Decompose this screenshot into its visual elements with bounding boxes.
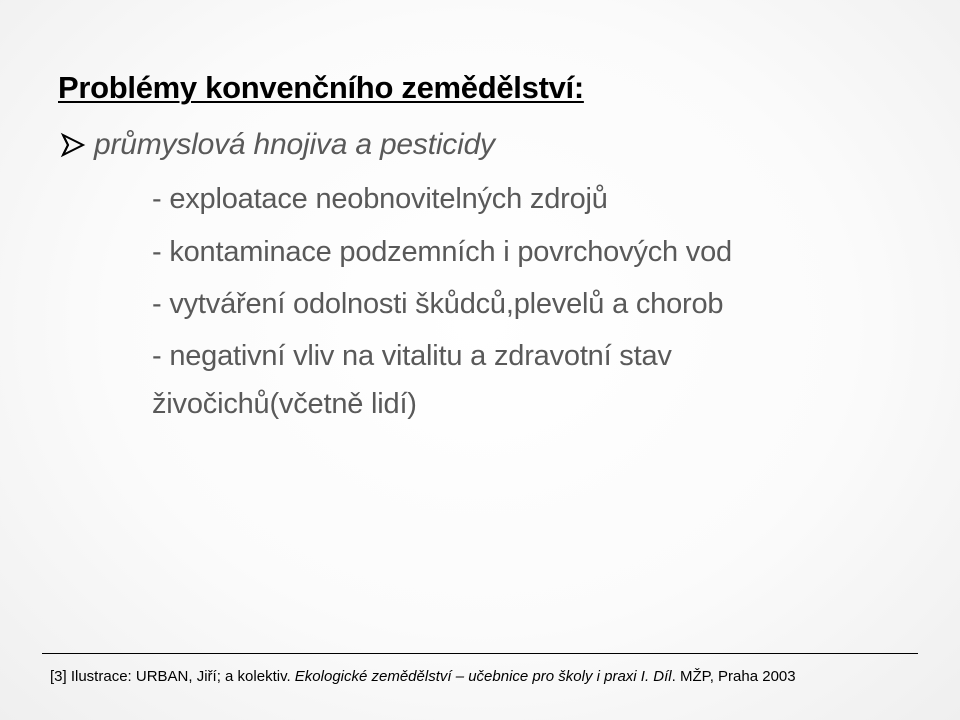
footer-divider — [42, 653, 918, 654]
subitem-vliv-continuation: živočichů(včetně lidí) — [152, 388, 417, 420]
subitem-vliv: - negativní vliv na vitalitu a zdravotní stav — [152, 340, 672, 372]
subitem-odolnost: - vytváření odolnosti škůdců,plevelů a chorob — [152, 288, 724, 320]
subitem-kontaminace: - kontaminace podzemních i povrchových vod — [152, 236, 732, 268]
bullet-item — [60, 128, 495, 162]
footer-citation — [50, 668, 796, 685]
slide-title: Problémy konvenčního zemědělství: — [58, 70, 584, 105]
arrow-bullet-icon — [60, 132, 86, 158]
bullet-text: průmyslová hnojiva a pesticidy — [94, 128, 495, 161]
subitem-exploatace: - exploatace neobnovitelných zdrojů — [152, 183, 608, 215]
footer-citation-book-title: Ekologické zemědělství – učebnice pro školy i praxi I. Díl — [294, 668, 672, 685]
footer-citation-publisher: . MŽP, Praha 2003 — [671, 668, 796, 685]
footer-citation-authors: [3] Ilustrace: URBAN, Jiří; a kolektiv. — [50, 668, 295, 685]
